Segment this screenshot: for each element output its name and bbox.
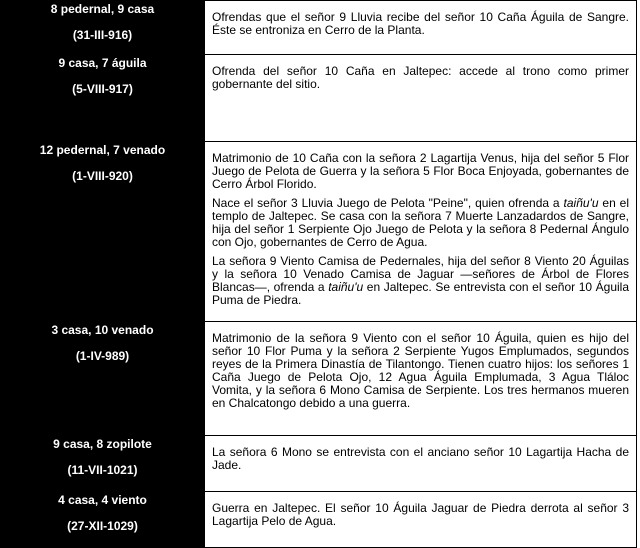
description-text: en el templo de Jaltepec. Se casa con la señora 7 Muerte Lanzadardos de Sangre, hija del señor 1 Serpiente Ojo Juego de Pelota y la señora 8 Pedernal Ángulo con Ojo, gobernantes de Cerro de Agua. (212, 196, 629, 249)
description-text: Matrimonio de la señora 9 Viento con el señor 10 Águila, quien es hijo del señor 10 Flor Puma y la señora 2 Serpiente Yugos Emplumados, segundos reyes de la Primera Dinastía de Tilantongo. Tienen cuatro hijos: los señores 1 Caña Juego de Pelota Ojo, 12 Agua Águila Emplumada, 3 Agua Tláloc Vomita, y la señora 6 Mono Camisa de Serpiente. Los tres hermanos mueren en Chalcatongo debido a una guerra. (212, 331, 629, 410)
description-cell (205, 142, 637, 322)
date-cell (1, 55, 205, 142)
table-row (1, 492, 637, 548)
description-paragraph (212, 255, 629, 307)
date-glyph: 9 casa, 8 zopilote (53, 437, 152, 451)
description-paragraph (212, 11, 629, 37)
description-text: La señora 6 Mono se entrevista con el anciano señor 10 Lagartija Hacha de Jade. (212, 445, 629, 472)
date-cell (1, 1, 205, 55)
date-glyph: 9 casa, 7 águila (58, 56, 147, 70)
description-paragraph (212, 152, 629, 191)
description-text: Ofrenda del señor 10 Caña en Jaltepec: accede al trono como primer gobernante del sitio. (212, 64, 629, 91)
description-text: Ofrendas que el señor 9 Lluvia recibe del señor 10 Caña Águila de Sangre. Éste se entroniza en Cerro de la Planta. (212, 10, 629, 37)
table-row (1, 436, 637, 492)
description-paragraph (212, 332, 629, 410)
date-cell (1, 142, 205, 322)
date-gregorian: (5-VIII-917) (72, 82, 133, 96)
description-cell (205, 492, 637, 548)
description-cell (205, 322, 637, 436)
table-row (1, 55, 637, 142)
date-gregorian: (1-VIII-920) (72, 169, 133, 183)
date-cell (1, 322, 205, 436)
date-glyph: 4 casa, 4 viento (58, 493, 147, 507)
description-cell (205, 1, 637, 55)
date-gregorian: (27-XII-1029) (67, 519, 138, 533)
table-row (1, 1, 637, 55)
date-gregorian: (31-III-916) (72, 28, 133, 42)
table-row (1, 142, 637, 322)
description-paragraph (212, 197, 629, 249)
date-cell (1, 492, 205, 548)
description-text: La señora 9 Viento Camisa de Pedernales, hija del señor 8 Viento 20 Águilas y la señora 10 Venado Camisa de Jaguar —señores de Árbol de Flores Blancas—, ofrenda a (212, 254, 629, 294)
description-text: en Jaltepec. Se entrevista con el señor 10 Águila Puma de Piedra. (212, 280, 630, 307)
description-cell (205, 436, 637, 492)
table-row (1, 322, 637, 436)
description-text: Guerra en Jaltepec. El señor 10 Águila Jaguar de Piedra derrota al señor 3 Lagartija Pelo de Agua. (212, 501, 629, 528)
description-cell (205, 55, 637, 142)
description-paragraph (212, 502, 629, 528)
date-gregorian: (11-VII-1021) (67, 463, 138, 477)
date-glyph: 8 pedernal, 9 casa (50, 2, 155, 16)
date-cell (1, 436, 205, 492)
description-term: taiñu'u (328, 280, 364, 294)
description-paragraph (212, 446, 629, 472)
description-text: Matrimonio de 10 Caña con la señora 2 Lagartija Venus, hija del señor 5 Flor Juego de Pelota de Guerra y la señora 5 Flor Boca Enjoyada, gobernantes de Cerro Árbol Florido. (212, 151, 629, 191)
description-text: Nace el señor 3 Lluvia Juego de Pelota "Peine", quien ofrenda a (212, 196, 564, 210)
description-term: taiñu'u (563, 196, 599, 210)
description-paragraph (212, 65, 629, 91)
date-gregorian: (1-IV-989) (75, 349, 130, 363)
date-glyph: 3 casa, 10 venado (51, 323, 154, 337)
date-glyph: 12 pedernal, 7 venado (39, 143, 166, 157)
